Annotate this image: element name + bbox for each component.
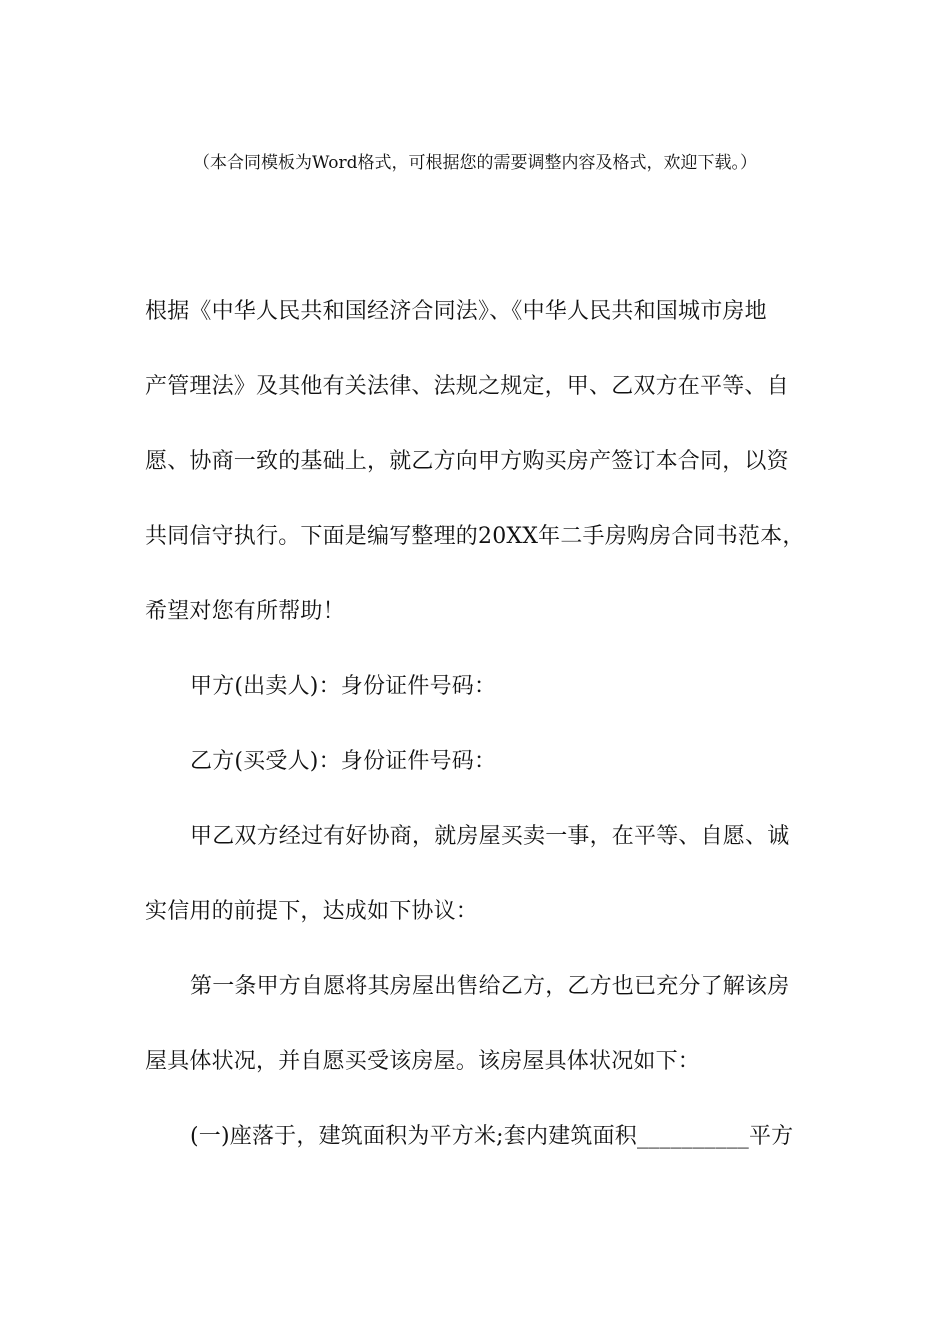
clause-line: (一)座落于，建筑面积为平方米;套内建筑面积__________平方 [190, 1124, 794, 1149]
paragraph-line: 愿、协商一致的基础上，就乙方向甲方购买房产签订本合同，以资 [145, 449, 789, 474]
paragraph-line: 实信用的前提下，达成如下协议： [145, 899, 479, 924]
paragraph-line: 产管理法》及其他有关法律、法规之规定，甲、乙双方在平等、自 [145, 374, 789, 399]
paragraph-line: 希望对您有所帮助！ [145, 599, 345, 624]
paragraph-line: 屋具体状况，并自愿买受该房屋。该房屋具体状况如下： [145, 1049, 701, 1074]
party-b-line: 乙方(买受人)：身份证件号码： [190, 749, 497, 774]
template-note: （本合同模板为Word格式，可根据您的需要调整内容及格式，欢迎下载。） [192, 153, 758, 173]
article-one-line: 第一条甲方自愿将其房屋出售给乙方，乙方也已充分了解该房 [190, 974, 790, 999]
paragraph-line: 甲乙双方经过有好协商，就房屋买卖一事，在平等、自愿、诚 [190, 824, 790, 849]
paragraph-line: 共同信守执行。下面是编写整理的20XX年二手房购房合同书范本， [145, 524, 805, 549]
party-a-line: 甲方(出卖人)：身份证件号码： [190, 674, 497, 699]
paragraph-line: 根据《中华人民共和国经济合同法》、《中华人民共和国城市房地 [145, 299, 767, 324]
